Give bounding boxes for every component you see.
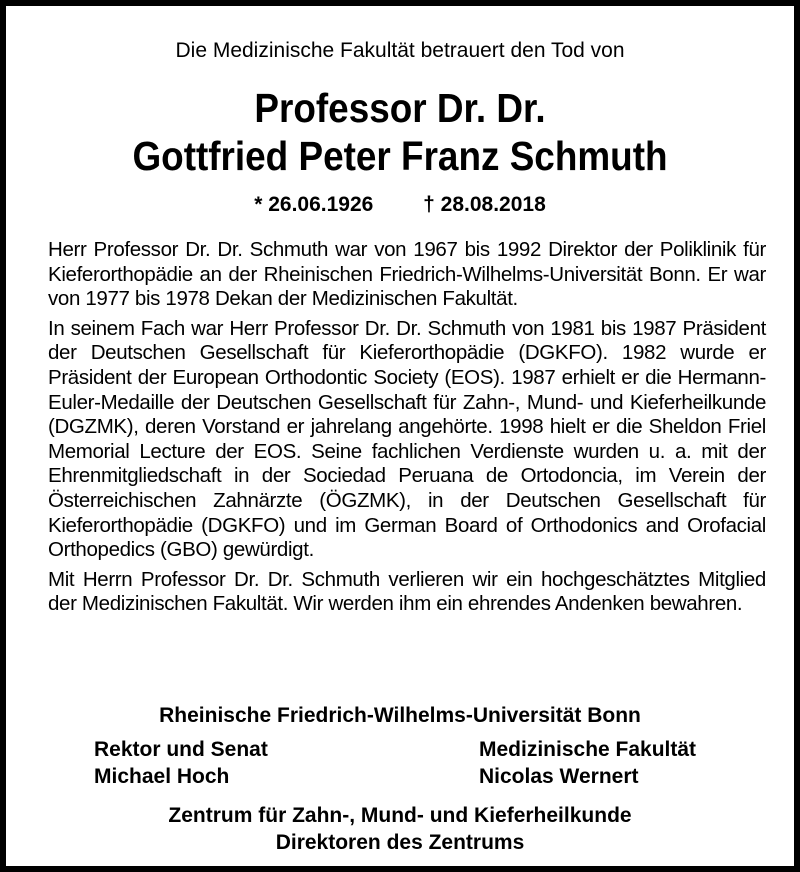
center-name: Zentrum für Zahn-, Mund- und Kieferheilkunde: [168, 804, 632, 827]
paragraph-farewell: Mit Herrn Professor Dr. Dr. Schmuth verlieren wir ein hochgeschätztes Mitglied der Medizinischen Fakultät. Wir werden ihm ein ehrendes Andenken bewahren.: [48, 567, 766, 616]
signature-right: [479, 736, 696, 790]
name-title: Professor Dr. Dr.: [254, 85, 546, 131]
paragraph-honors: In seinem Fach war Herr Professor Dr. Dr. Schmuth von 1981 bis 1987 Präsident der Deutschen Gesellschaft für Kieferorthopädie (DGKFO). 1982 wurde er Präsident der European Orthodontic Society (EOS). 1987 erhielt er die Hermann-Euler-Medaille der Deutschen Gesellschaft für Zahn-, Mund- und Kieferheilkunde (DGZMK), deren Vorstand er jahrelang angehörte. 1998 hielt er die Sheldon Friel Memorial Lecture der EOS. Seine fachlichen Verdienste wurden u. a. mit der Ehrenmitgliedschaft in der Sociedad Peruana de Ortodoncia, im Verein der Österreichischen Zahnärzte (ÖGZMK), in der Deutschen Gesellschaft für Kieferorthopädie (DGKFO) und im German Board of Orthodonics and Orofacial Orthopedics (GBO) gewürdigt.: [48, 316, 766, 562]
paragraph-career: Herr Professor Dr. Dr. Schmuth war von 1967 bis 1992 Direktor der Poliklinik für Kieferorthopädie an der Rheinischen Friedrich-Wilhelms-Universität Bonn. Er war von 1977 bis 1978 Dekan der Medizinischen Fakultät.: [48, 238, 766, 311]
birth-date: * 26.06.1926: [254, 193, 374, 216]
life-dates: [6, 192, 794, 218]
deceased-name: [45, 84, 754, 180]
name-full: Gottfried Peter Franz Schmuth: [132, 133, 668, 179]
rector-name: Michael Hoch: [94, 765, 230, 788]
university-name: Rheinische Friedrich-Wilhelms-Universität Bonn: [159, 704, 641, 727]
notice-body: [48, 238, 766, 622]
death-date: † 28.08.2018: [423, 193, 546, 216]
faculty-title: Medizinische Fakultät: [479, 738, 697, 761]
intro-line: Die Medizinische Fakultät betrauert den Tod von: [175, 39, 625, 62]
center-directors: Direktoren des Zentrums: [275, 831, 525, 854]
rector-title: Rektor und Senat: [94, 738, 268, 761]
signature-left: [94, 736, 268, 790]
dean-name: Nicolas Wernert: [479, 765, 639, 788]
